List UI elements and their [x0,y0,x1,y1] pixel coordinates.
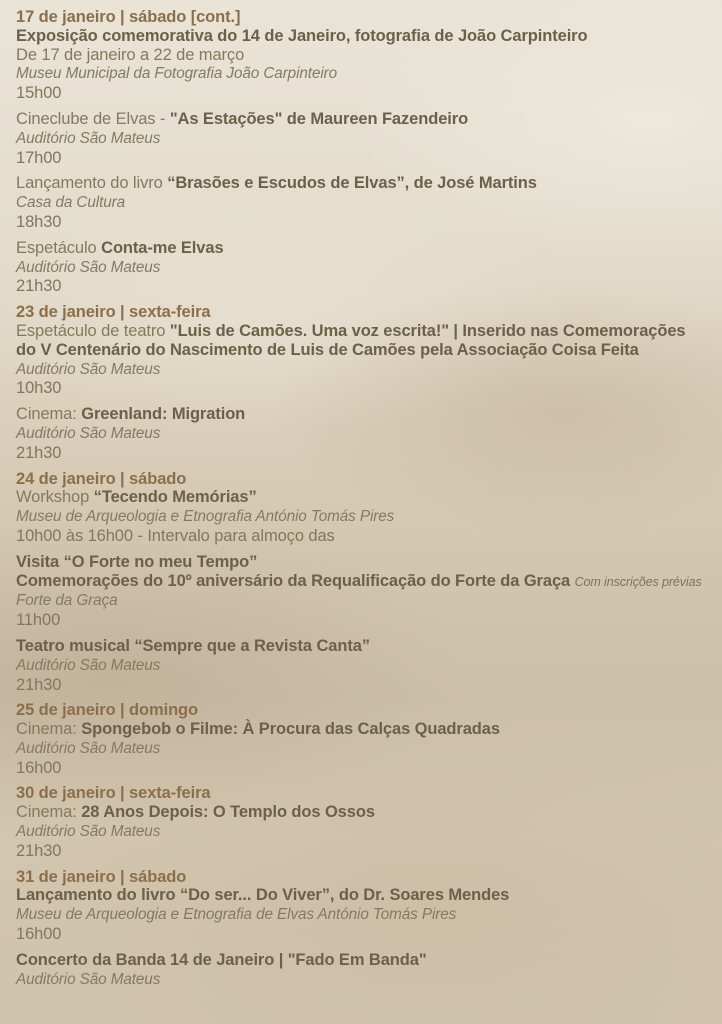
event-title-text: do V Centenário do Nascimento de Luis de Camões pela Associação Coisa Feita [16,340,639,359]
event-line [16,8,706,27]
event-line [16,656,706,676]
time-text: 11h00 [16,611,61,630]
event-line [16,951,706,970]
event-line [16,527,706,546]
event-line [16,842,706,861]
event-block [16,470,706,546]
venue-text: Auditório São Mateus [16,424,161,442]
event-block [16,8,706,103]
event-line [16,424,706,444]
event-lead-text: Cinema: [16,405,82,424]
venue-text: Museu de Arqueologia e Etnografia de Elvas António Tomás Pires [16,906,457,924]
venue-text: Museu Municipal da Fotografia João Carpinteiro [16,65,338,83]
event-lead-text: De 17 de janeiro a 22 de março [16,45,245,64]
agenda-content [16,8,706,996]
venue-text: Auditório São Mateus [16,970,161,988]
event-line [16,193,706,213]
venue-text: Auditório São Mateus [16,129,161,147]
time-text: 17h00 [16,148,62,167]
event-block [16,951,706,990]
event-title-text: Spongebob o Filme: À Procura das Calças Quadradas [81,720,500,739]
date-header-text: 17 de janeiro | sábado [cont.] [16,8,241,26]
time-text: 21h30 [16,841,62,860]
event-line [16,322,706,341]
event-line [16,759,706,778]
event-line [16,611,706,630]
event-line [16,572,706,592]
event-line [16,360,706,380]
event-title-text: 28 Anos Depois: O Templo dos Ossos [81,803,375,822]
venue-text: Museu de Arqueologia e Etnografia António Tomás Pires [16,508,395,526]
event-line [16,149,706,168]
event-lead-text: Cinema: [16,720,82,739]
event-line [16,129,706,149]
time-text: 10h00 às 16h00 - Intervalo para almoço das [16,526,335,545]
event-line [16,405,706,424]
event-line [16,822,706,842]
event-line [16,379,706,398]
event-line [16,970,706,990]
event-lead-text: Cinema: [16,803,82,822]
time-text: 21h30 [16,277,62,296]
event-line [16,784,706,803]
event-title-text: Comemorações do 10º aniversário da Requalificação do Forte da Graça [16,571,575,590]
event-lead-text: Cineclube de Elvas - [16,109,170,128]
time-text: 16h00 [16,925,62,944]
event-line [16,303,706,322]
event-title-text: Exposição comemorativa do 14 de Janeiro, fotografia de João Carpinteiro [16,26,588,45]
event-block [16,868,706,944]
event-line [16,925,706,944]
event-title-text: “Brasões e Escudos de Elvas”, de José Martins [167,174,537,193]
event-title-text: Conta-me Elvas [101,238,224,257]
event-title-text: “Tecendo Memórias” [93,488,257,507]
event-line [16,701,706,720]
time-text: 21h30 [16,675,62,694]
event-line [16,277,706,296]
note-text: Com inscrições prévias [574,574,702,589]
event-line [16,239,706,258]
venue-text: Auditório São Mateus [16,739,161,757]
time-text: 10h30 [16,379,62,398]
venue-text: Auditório São Mateus [16,823,161,841]
event-line [16,470,706,489]
venue-text: Forte da Graça [16,592,118,610]
event-block [16,110,706,167]
event-title-text: Teatro musical “Sempre que a Revista Canta” [16,636,370,655]
event-title-text: Visita “O Forte no meu Tempo” [16,552,258,571]
event-line [16,84,706,103]
venue-text: Auditório São Mateus [16,258,161,276]
event-line [16,27,706,46]
event-lead-text: Workshop [16,488,94,507]
date-header-text: 23 de janeiro | sexta-feira [16,303,211,322]
event-line [16,174,706,193]
event-line [16,803,706,822]
event-line [16,868,706,887]
event-line [16,213,706,232]
event-line [16,676,706,695]
event-block [16,553,706,630]
event-line [16,507,706,527]
event-block [16,637,706,694]
event-title-text: Lançamento do livro “Do ser... Do Viver”, do Dr. Soares Mendes [16,886,510,905]
event-title-text: "As Estações" de Maureen Fazendeiro [169,109,469,128]
event-line [16,905,706,925]
date-header-text: 30 de janeiro | sexta-feira [16,784,211,803]
event-lead-text: Lançamento do livro [16,174,168,193]
date-header-text: 25 de janeiro | domingo [16,701,199,720]
event-lead-text: Espetáculo de teatro [16,321,170,340]
event-title-text: Concerto da Banda 14 de Janeiro | "Fado Em Banda" [16,950,427,969]
event-line [16,637,706,656]
event-line [16,110,706,129]
date-header-text: 24 de janeiro | sábado [16,469,187,488]
event-block [16,239,706,296]
time-text: 16h00 [16,758,62,777]
venue-text: Auditório São Mateus [16,360,161,378]
event-line [16,444,706,463]
event-block [16,701,706,777]
event-line [16,64,706,84]
time-text: 15h00 [16,84,62,103]
event-title-text: "Luis de Camões. Uma voz escrita!" | Inserido nas Comemorações [169,321,686,340]
event-line [16,720,706,739]
event-line [16,591,706,611]
venue-text: Auditório São Mateus [16,656,161,674]
event-title-text: Greenland: Migration [81,405,246,424]
event-line [16,739,706,759]
event-block [16,784,706,860]
event-line [16,488,706,507]
event-block [16,174,706,231]
event-line [16,258,706,278]
time-text: 18h30 [16,212,62,231]
event-line [16,46,706,65]
time-text: 21h30 [16,443,62,462]
venue-text: Casa da Cultura [16,194,126,212]
event-line [16,553,706,572]
date-header-text: 31 de janeiro | sábado [16,867,187,886]
event-line [16,886,706,905]
event-block [16,405,706,462]
event-line [16,341,706,360]
event-lead-text: Espetáculo [16,238,102,257]
event-block [16,303,706,398]
